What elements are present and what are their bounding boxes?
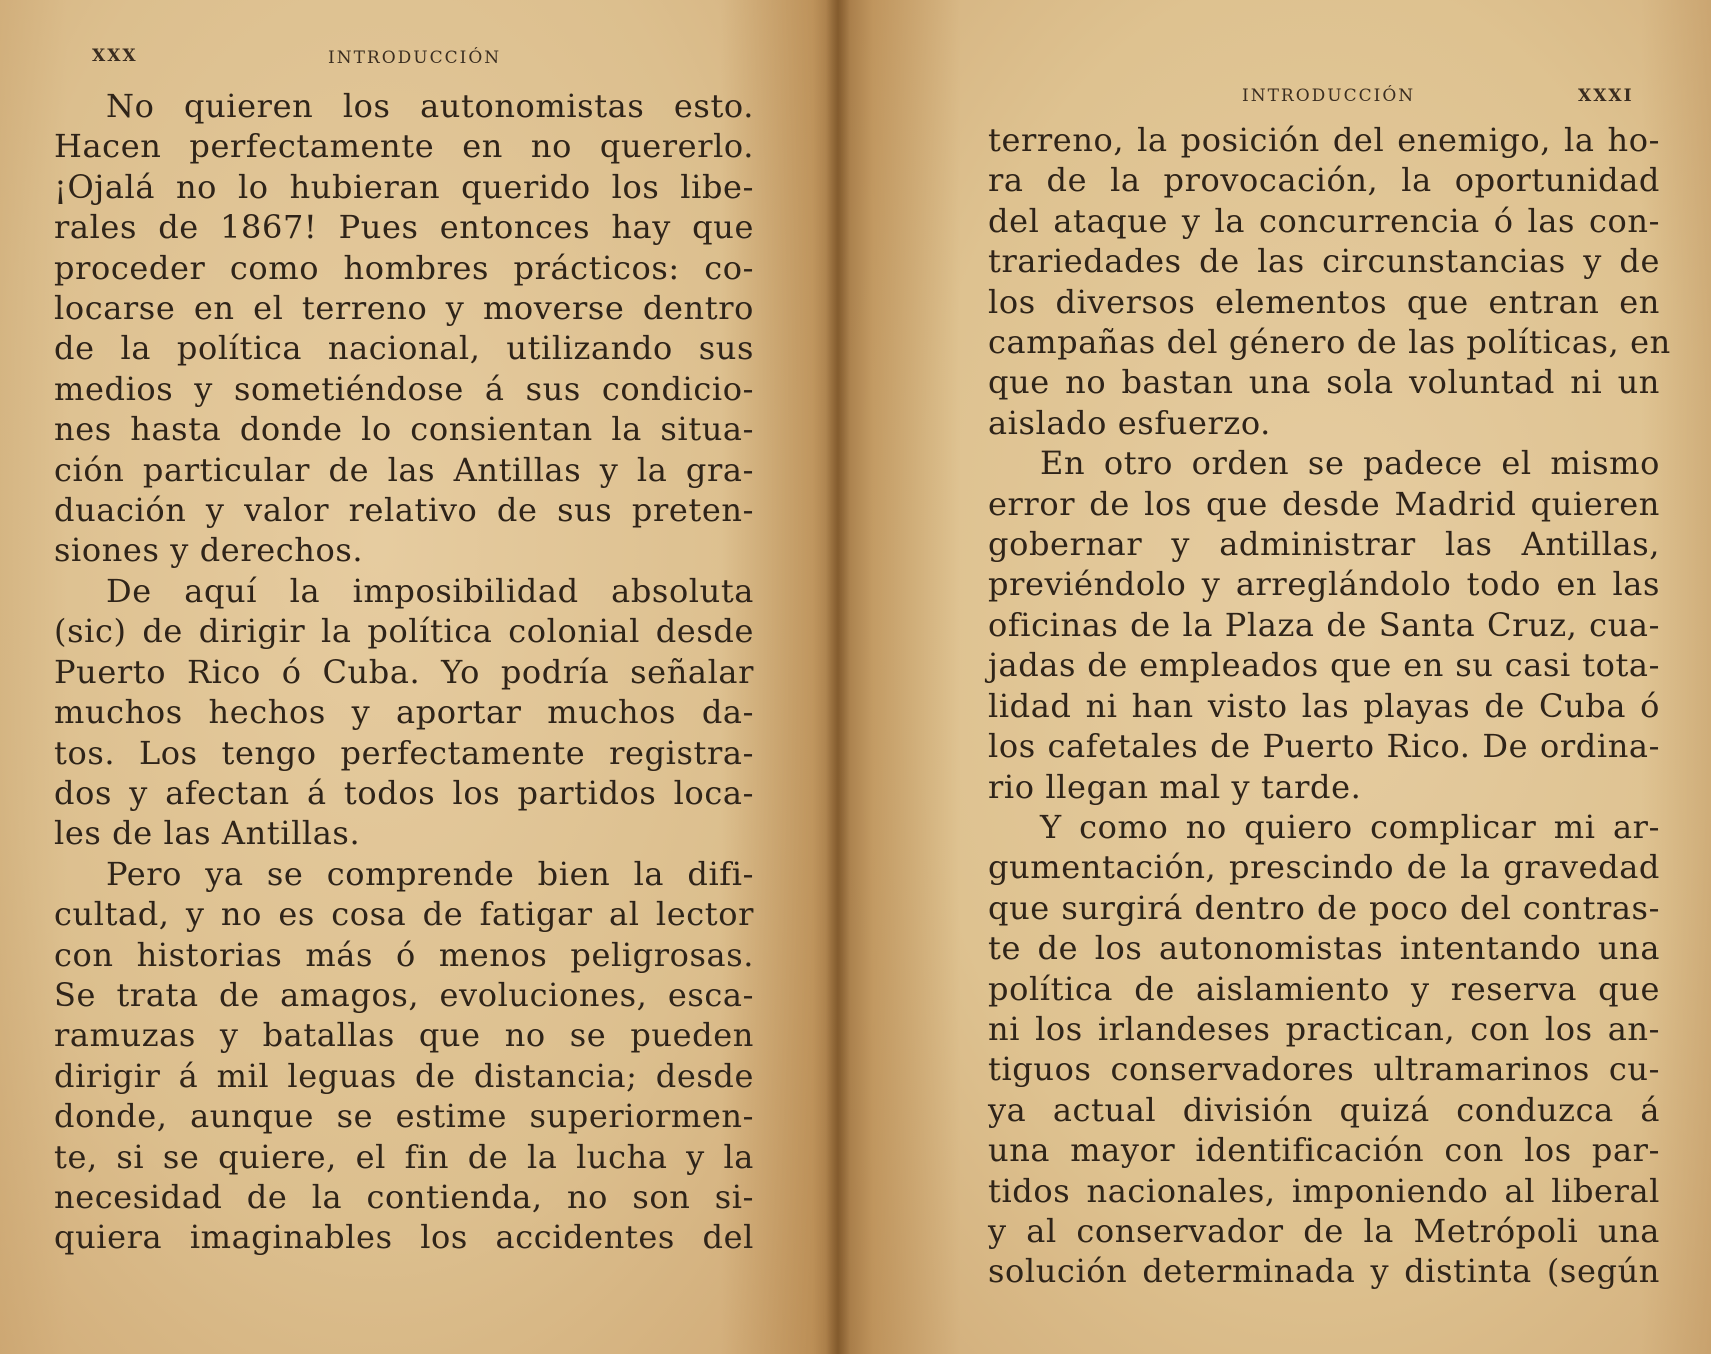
text-line: Y como no quiero complicar mi ar- bbox=[1040, 807, 1660, 846]
text-line: En otro orden se padece el mismo bbox=[1040, 444, 1660, 483]
text-line: quiera imaginables los accidentes del bbox=[54, 1218, 754, 1257]
text-line: ramuzas y batallas que no se pueden bbox=[54, 1016, 754, 1055]
text-line: medios y sometiéndose á sus condicio- bbox=[54, 369, 754, 408]
left-page bbox=[0, 0, 838, 1354]
text-line: de la política nacional, utilizando sus bbox=[54, 329, 754, 368]
page-body bbox=[54, 86, 754, 1258]
text-line: dos y afectan á todos los partidos loca- bbox=[54, 773, 754, 812]
text-line: Se trata de amagos, evoluciones, esca- bbox=[54, 975, 754, 1014]
text-line: rio llegan mal y tarde. bbox=[988, 767, 1362, 806]
text-line: aislado esfuerzo. bbox=[988, 403, 1271, 442]
text-line: muchos hechos y aportar muchos da- bbox=[54, 693, 754, 732]
page-body bbox=[988, 120, 1671, 1292]
text-line: ción particular de las Antillas y la gra- bbox=[54, 450, 754, 489]
text-line: ¡Ojalá no lo hubieran querido los libe- bbox=[54, 167, 754, 206]
text-line: terreno, la posición del enemigo, la ho- bbox=[988, 121, 1660, 159]
text-line: lidad ni han visto las playas de Cuba ó bbox=[988, 686, 1660, 725]
book-gutter bbox=[826, 0, 850, 1354]
text-line: De aquí la imposibilidad absoluta bbox=[106, 571, 754, 610]
text-line: No quieren los autonomistas esto. bbox=[106, 87, 754, 125]
text-line: con historias más ó menos peligrosas. bbox=[54, 935, 754, 974]
text-line: proceder como hombres prácticos: co- bbox=[54, 248, 754, 287]
text-line: previéndolo y arreglándolo todo en las bbox=[988, 565, 1660, 604]
text-line: oficinas de la Plaza de Santa Cruz, cua- bbox=[988, 605, 1660, 644]
text-line: campañas del género de las políticas, en bbox=[988, 323, 1671, 362]
running-head: INTRODUCCIÓN bbox=[328, 48, 502, 68]
text-line: te de los autonomistas intentando una bbox=[988, 929, 1660, 968]
page-number: XXX bbox=[92, 46, 138, 66]
text-line: ni los irlandeses practican, con los an- bbox=[988, 1009, 1660, 1048]
text-line: tos. Los tengo perfectamente registra- bbox=[54, 733, 754, 772]
text-line: les de las Antillas. bbox=[54, 814, 361, 853]
text-line: (sic) de dirigir la política colonial desde bbox=[54, 612, 754, 651]
text-line: ra de la provocación, la oportunidad bbox=[988, 161, 1660, 200]
text-line: del ataque y la concurrencia ó las con- bbox=[988, 201, 1660, 240]
text-line: política de aislamiento y reserva que bbox=[988, 969, 1660, 1008]
text-line: Puerto Rico ó Cuba. Yo podría señalar bbox=[54, 652, 754, 691]
right-page bbox=[838, 0, 1711, 1354]
text-line: tiguos conservadores ultramarinos cu- bbox=[988, 1050, 1660, 1089]
running-head: INTRODUCCIÓN bbox=[1242, 86, 1416, 106]
text-line: dirigir á mil leguas de distancia; desde bbox=[54, 1056, 754, 1095]
text-line: error de los que desde Madrid quieren bbox=[988, 484, 1660, 523]
text-line: que no bastan una sola voluntad ni un bbox=[988, 363, 1660, 402]
text-line: duación y valor relativo de sus preten- bbox=[54, 491, 754, 530]
text-line: que surgirá dentro de poco del contras- bbox=[988, 888, 1660, 927]
text-line: gobernar y administrar las Antillas, bbox=[988, 525, 1660, 564]
text-line: y al conservador de la Metrópoli una bbox=[988, 1211, 1660, 1250]
text-line: siones y derechos. bbox=[54, 531, 364, 570]
text-line: una mayor identificación con los par- bbox=[988, 1131, 1660, 1170]
page-number: XXXI bbox=[1578, 86, 1634, 106]
text-line: Hacen perfectamente en no quererlo. bbox=[54, 127, 754, 166]
text-line: locarse en el terreno y moverse dentro bbox=[54, 289, 754, 328]
text-line: los diversos elementos que entran en bbox=[988, 282, 1660, 321]
text-line: los cafetales de Puerto Rico. De ordina- bbox=[988, 727, 1660, 766]
text-line: donde, aunque se estime superiormen- bbox=[54, 1097, 754, 1136]
text-line: ya actual división quizá conduzca á bbox=[988, 1090, 1660, 1129]
text-line: jadas de empleados que en su casi tota- bbox=[988, 646, 1660, 685]
text-line: cultad, y no es cosa de fatigar al lector bbox=[54, 895, 754, 934]
text-line: Pero ya se comprende bien la difi- bbox=[106, 854, 754, 893]
text-line: necesidad de la contienda, no son si- bbox=[54, 1177, 754, 1216]
text-line: trariedades de las circunstancias y de bbox=[988, 242, 1660, 281]
text-line: rales de 1867! Pues entonces hay que bbox=[54, 208, 754, 247]
text-line: solución determinada y distinta (según bbox=[988, 1252, 1660, 1291]
text-line: gumentación, prescindo de la gravedad bbox=[988, 848, 1660, 887]
text-line: nes hasta donde lo consientan la situa- bbox=[54, 410, 754, 449]
text-line: tidos nacionales, imponiendo al liberal bbox=[988, 1171, 1660, 1210]
text-line: te, si se quiere, el fin de la lucha y la bbox=[54, 1137, 754, 1176]
